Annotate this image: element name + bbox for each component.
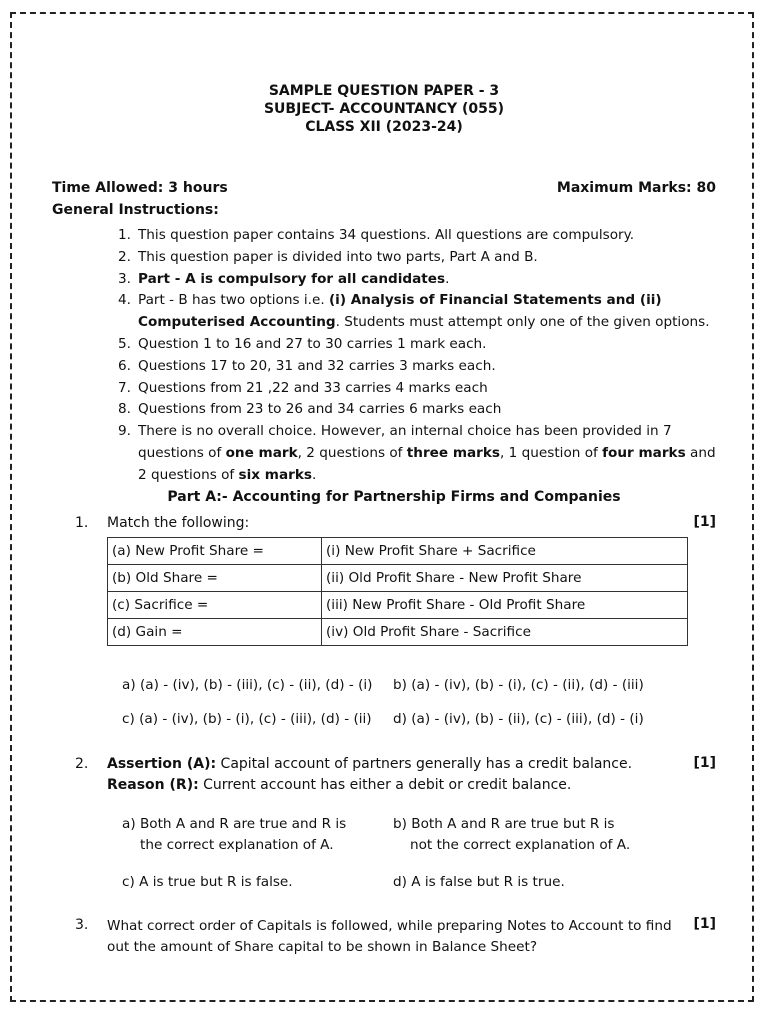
instruction-item: 5. Question 1 to 16 and 27 to 30 carries 1 mark each. [118,335,487,352]
instructions-list [118,225,718,487]
paper-header [0,82,768,136]
instruction-item: 6. Questions 17 to 20, 31 and 32 carries 3 marks each. [118,357,496,374]
assertion: Assertion (A): Capital account of partners generally has a credit balance. [107,756,633,772]
question-text: What correct order of Capitals is followed, while preparing Notes to Account to find out the amount of Share capital to be shown in Balance Sheet? [107,918,672,955]
maximum-marks: Maximum Marks: 80 [556,180,716,196]
option-b: b) Both A and R are true but R is not the correct explanation of A. [393,816,631,853]
question-marks: [1] [693,916,716,932]
question-marks: [1] [693,514,716,530]
table-row: (a) New Profit Share = (i) New Profit Share + Sacrifice [108,538,688,565]
option-d: d) (a) - (iv), (b) - (ii), (c) - (iii), (d) - (i) [393,711,644,727]
instruction-item: 3. Part - A is compulsory for all candidates. [118,270,450,287]
instruction-item: 2. This question paper is divided into two parts, Part A and B. [118,248,538,265]
instruction-item: 8. Questions from 23 to 26 and 34 carries 6 marks each [118,401,502,418]
reason: Reason (R): Current account has either a debit or credit balance. [107,777,572,793]
table-row: (c) Sacrifice = (iii) New Profit Share - Old Profit Share [108,592,688,619]
paper-title: SAMPLE QUESTION PAPER - 3 [268,83,500,99]
time-allowed: Time Allowed: 3 hours [52,180,228,196]
option-a: a) Both A and R are true and R is the correct explanation of A. [122,816,347,853]
option-b: b) (a) - (iv), (b) - (i), (c) - (ii), (d) - (iii) [393,677,644,693]
instruction-item: 1. This question paper contains 34 questions. All questions are compulsory. [118,227,635,243]
question-text: Match the following: [107,515,250,531]
question-marks: [1] [693,755,716,771]
paper-subject: SUBJECT- ACCOUNTANCY (055) [263,101,505,117]
question-number: 2. [75,756,89,772]
part-a-title: Part A:- Accounting for Partnership Firms and Companies [167,489,621,505]
general-instructions-heading: General Instructions: [52,202,219,218]
option-d: d) A is false but R is true. [393,874,565,890]
instruction-item: 9. There is no overall choice. However, an internal choice has been provided in 7 questions of one mark, 2 questions of three marks, 1 question of four marks and 2 questions of six marks. [118,423,716,483]
instruction-item: 4. Part - B has two options i.e. (i) Analysis of Financial Statements and (ii) Computerised Accounting. Students must attempt only one of the given options. [118,292,710,331]
paper-class: CLASS XII (2023-24) [305,119,463,135]
option-c: c) A is true but R is false. [122,874,293,890]
table-row: (d) Gain = (iv) Old Profit Share - Sacrifice [108,619,688,646]
match-table [107,537,688,646]
table-row: (b) Old Share = (ii) Old Profit Share - New Profit Share [108,565,688,592]
question-number: 1. [75,515,89,531]
instruction-item: 7. Questions from 21 ,22 and 33 carries 4 marks each [118,379,488,396]
option-a: a) (a) - (iv), (b) - (iii), (c) - (ii), (d) - (i) [122,677,373,693]
option-c: c) (a) - (iv), (b) - (i), (c) - (iii), (d) - (ii) [122,711,372,727]
question-number: 3. [75,917,89,933]
